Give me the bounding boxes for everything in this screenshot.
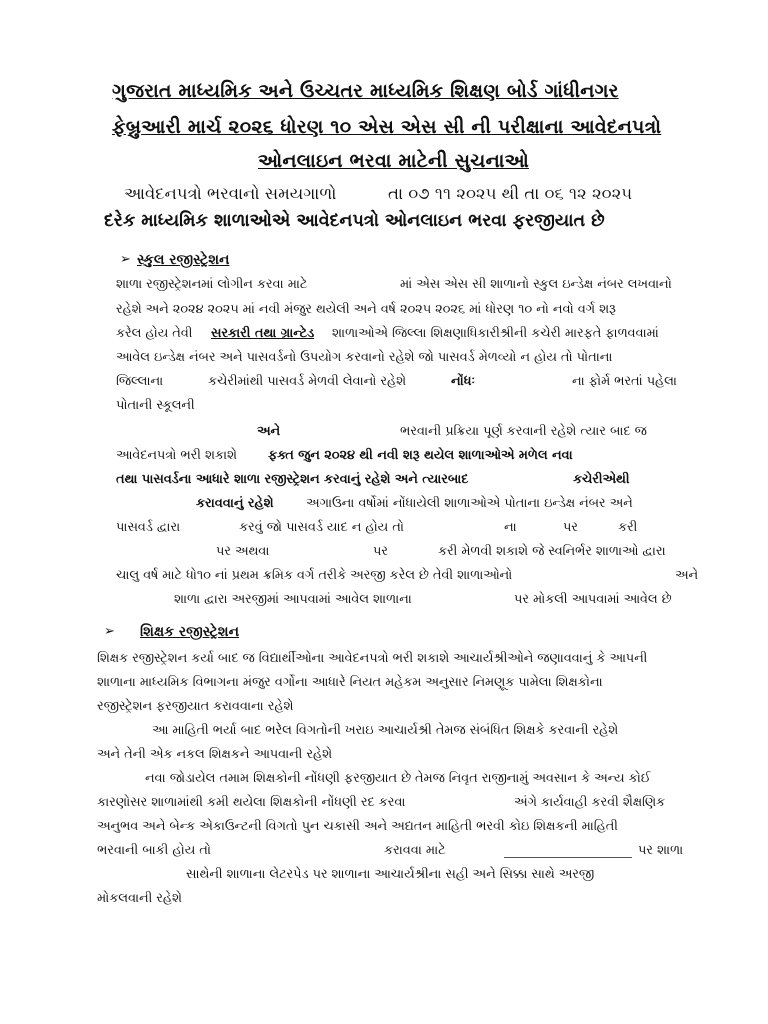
paragraph-line: શાળાના માધ્યમિક વિભાગના મંજુર વર્ગોના આધારે નિયત મહેકમ અનુસાર નિમણૂક પામેલા શિક્ષકોના bbox=[97, 675, 603, 690]
section-title-teacher-registration: શિક્ષક રજીસ્ટ્રેશન bbox=[140, 624, 240, 640]
paragraph-line: ભરવાની બાકી હોય તો bbox=[97, 843, 211, 858]
paragraph-line: પર bbox=[373, 544, 388, 559]
paragraph-line: આ માહિતી ભર્યા બાદ ભરેલ વિગતોની ખરાઇ આચાર્યશ્રી તેમજ સંબંધિત શિક્ષકે કરવાની રહેશે bbox=[152, 723, 619, 738]
paragraph-line: આવેદનપત્રો ભરી શકાશે bbox=[116, 448, 237, 463]
paragraph-line: કરી મેળવી શકાશે જે સ્વનિર્ભર શાળાઓ દ્વારા bbox=[438, 544, 666, 559]
government-granted-emphasis: સરકારી તથા ગ્રાન્ટેડ bbox=[211, 326, 315, 341]
paragraph-line: ભરવાની પ્રક્રિયા પૂર્ણ કરવાની રહેશે ત્યાર બાદ જ bbox=[400, 424, 647, 439]
paragraph-line: અને bbox=[675, 568, 699, 583]
blank-underline bbox=[504, 843, 632, 862]
bullet-arrow-icon: ➢ bbox=[120, 252, 131, 267]
paragraph-line: તથા પાસવર્ડના આધારે શાળા રજીસ્ટ્રેશન કરવાનું રહેશે અને ત્યારબાદ bbox=[116, 472, 469, 487]
paragraph-line: શાળાઓએ જિલ્લા શિક્ષણાધિકારીશ્રીની કચેરી મારફતે ફાળવવામાં bbox=[332, 326, 659, 341]
paragraph-line: કચેરીએથી bbox=[573, 472, 630, 487]
note-label: નોંધઃ bbox=[451, 374, 476, 389]
paragraph-line: પર અથવા bbox=[216, 544, 270, 559]
paragraph-line: અનુભવ અને બેન્ક એકાઉન્ટની વિગતો પુન ચકાસી અને અદ્યતન માહિતી ભરવી કોઇ શિક્ષકની માહિતી bbox=[97, 819, 618, 834]
paragraph-line: શાળા રજીસ્ટ્રેશનમાં લોગીન કરવા માટે bbox=[116, 277, 308, 292]
paragraph-line: અને તેની એક નકલ શિક્ષકને આપવાની રહેશે bbox=[97, 747, 332, 762]
instructions-title: ઓનલાઇન ભરવા માટેની સુચનાઓ bbox=[258, 150, 529, 172]
section-title-school-registration: સ્કુલ રજીસ્ટ્રેશન bbox=[137, 252, 230, 268]
paragraph-line: કરેલ હોય તેવી bbox=[116, 326, 193, 341]
paragraph-line: કરવું જો પાસવર્ડ યાદ ન હોય તો bbox=[239, 520, 404, 535]
paragraph-line: અંગે કાર્યવાહી કરવી શૈક્ષણિક bbox=[514, 795, 666, 810]
new-schools-emphasis: ફક્ત જુન ૨૦૨૪ થી નવી શરૂ થયેલ શાળાઓએ મળેલ નવા bbox=[268, 448, 573, 463]
paragraph-line: સાથેની શાળાના લેટરપેડ પર શાળાના આચાર્યશ્રીના સહી અને સિક્કા સાથે અરજી bbox=[186, 867, 595, 882]
board-title: ગુજરાત માધ્યમિક અને ઉચ્ચતર માધ્યમિક શિક્ષણ બોર્ડ ગાંધીનગર bbox=[112, 80, 619, 102]
paragraph-line: પર bbox=[563, 520, 578, 535]
paragraph-line: શિક્ષક રજીસ્ટ્રેશન કર્યા બાદ જ વિદ્યાર્થીઓના આવેદનપત્રો ભરી શકાશે આચાર્યશ્રીઓને જણાવવાનું કે આપની bbox=[97, 651, 648, 666]
period-label: આવેદનપત્રો ભરવાનો સમયગાળો bbox=[124, 184, 337, 203]
paragraph-line: અને bbox=[257, 424, 281, 439]
paragraph-line: કરાવવાનું રહેશે bbox=[196, 496, 274, 511]
paragraph-line: કરી bbox=[618, 520, 638, 535]
paragraph-line: ના ફોર્મ ભરતાં પહેલા bbox=[572, 374, 677, 389]
bullet-arrow-icon: ➢ bbox=[104, 624, 115, 639]
paragraph-line: પોતાની સ્કૂલની bbox=[116, 398, 195, 413]
paragraph-line: જિલ્લાના bbox=[116, 374, 164, 389]
paragraph-line: પર શાળા bbox=[638, 843, 684, 858]
paragraph-line: રજીસ્ટ્રેશન ફરજીયાત કરાવવાના રહેશે bbox=[97, 699, 294, 714]
paragraph-line: ના bbox=[504, 520, 517, 535]
paragraph-line: અગાઉના વર્ષોમાં નોંધાયેલી શાળાઓએ પોતાના ઇન્ડેક્ષ નંબર અને bbox=[306, 496, 633, 511]
period-value: તા ૦૭ ૧૧ ૨૦૨૫ થી તા ૦૬ ૧૨ ૨૦૨૫ bbox=[388, 184, 633, 203]
mandatory-notice: દરેક માધ્યમિક શાળાઓએ આવેદનપત્રો ઓનલાઇન ભરવા ફરજીયાત છે bbox=[104, 211, 605, 231]
paragraph-line: શાળા દ્વારા અરજીમાં આપવામાં આવેલ શાળાના bbox=[174, 592, 412, 607]
paragraph-line: આવેલ ઇન્ડેક્ષ નંબર અને પાસવર્ડનો ઉપયોગ કરવાનો રહેશે જો પાસવર્ડ મેળવ્યો ન હોય તો પોતાના bbox=[116, 350, 613, 365]
paragraph-line: માં એસ એસ સી શાળાનો સ્કુલ ઇન્ડેક્ષ નંબર લખવાનો bbox=[400, 277, 672, 292]
paragraph-line: મોકલવાની રહેશે bbox=[97, 891, 182, 906]
paragraph-line: કારણોસર શાળામાંથી કમી થયેલા શિક્ષકોની નોંધણી રદ કરવા bbox=[97, 795, 406, 810]
paragraph-line: ચાલુ વર્ષ માટે ધો૧૦ નાં પ્રથમ ક્રમિક વર્ગ તરીકે અરજી કરેલ છે તેવી શાળાઓનો bbox=[116, 568, 513, 583]
exam-title: ફેબ્રુઆરી માર્ચ ૨૦૨૬ ધોરણ ૧૦ એસ એસ સી ની પરીક્ષાના આવેદનપત્રો bbox=[112, 116, 662, 138]
paragraph-line: નવા જોડાયેલ તમામ શિક્ષકોની નોંધણી ફરજીયાત છે તેમજ નિવૃત રાજીનામું અવસાન કે અન્ય કોઈ bbox=[145, 771, 651, 786]
paragraph-line: પર મોકલી આપવામાં આવેલ છે bbox=[514, 592, 672, 607]
paragraph-line: રહેશે અને ૨૦૨૪ ૨૦૨૫ માં નવી મંજુર થયેલી અને વર્ષ ૨૦૨૫ ૨૦૨૬ માં ધોરણ ૧૦ નો નવો વર્ગ શરૂ bbox=[116, 302, 616, 317]
paragraph-line: પાસવર્ડ દ્વારા bbox=[116, 520, 181, 535]
paragraph-line: કરાવવા માટે bbox=[384, 843, 446, 858]
paragraph-line: કચેરીમાંથી પાસવર્ડ મેળવી લેવાનો રહેશે bbox=[208, 374, 407, 389]
